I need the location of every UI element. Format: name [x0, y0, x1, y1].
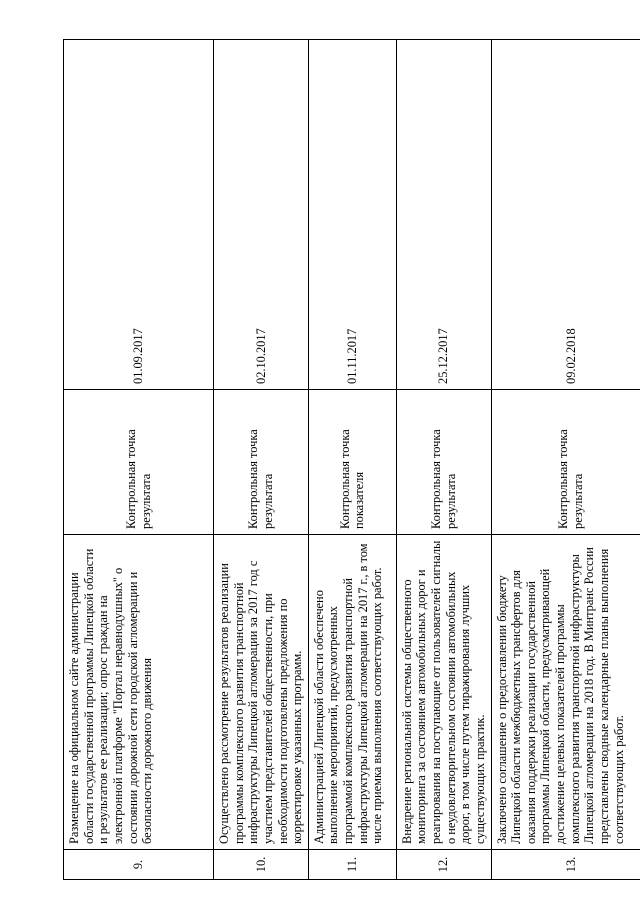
row-number: 13. [491, 850, 640, 880]
row-type: Контрольная точка результата [491, 390, 640, 535]
row-date: 25.12.2017 [396, 40, 491, 390]
row-type: Контрольная точка результата [214, 390, 309, 535]
row-description: Внедрение региональной системы общественного мониторинга за состоянием автомобильных дорог и реагирования на поступающие от пользователей сигналы о неудовлетворительном состоянии автомобильных дорог, в том числе путем тиражирования лучших существующих практик. [396, 535, 491, 850]
row-type: Контрольная точка результата [396, 390, 491, 535]
rotated-table-wrapper [63, 40, 637, 880]
control-points-table [63, 39, 640, 880]
row-number: 11. [308, 850, 396, 880]
row-number: 10. [214, 850, 309, 880]
row-date: 01.09.2017 [64, 40, 214, 390]
row-number: 12. [396, 850, 491, 880]
row-type: Контрольная точка результата [64, 390, 214, 535]
row-description: Заключено соглашение о предоставлении бюджету Липецкой области межбюджетных трансфертов для оказания поддержки реализации государственной программы Липецкой области, предусматривающей достижение целевых показателей программы комплексного развития транспортной инфраструктуры Липецкой агломерации на 2018 год. В Минтранс России представлены сводные календарные планы выполнения соответствующих работ. [491, 535, 640, 850]
row-date: 09.02.2018 [491, 40, 640, 390]
table-row [214, 40, 309, 880]
row-description: Осуществлено рассмотрение результатов реализации программы комплексного развития транспортной инфраструктуры Липецкой агломерации за 2017 год с участием представителей общественности, при необходимости подготовлены предложения по корректировке указанных программ. [214, 535, 309, 850]
table-row [308, 40, 396, 880]
table-row [64, 40, 214, 880]
table-row [491, 40, 640, 880]
row-date: 01.11.2017 [308, 40, 396, 390]
row-number: 9. [64, 850, 214, 880]
row-description: Администрацией Липецкой области обеспечено выполнение мероприятий, предусмотренных программой комплексного развития транспортной инфраструктуры Липецкой агломерации на 2017 г., в том числе приемка выполнения соответствующих работ. [308, 535, 396, 850]
document-page [63, 40, 637, 880]
row-date: 02.10.2017 [214, 40, 309, 390]
row-type: Контрольная точка показателя [308, 390, 396, 535]
table-row [396, 40, 491, 880]
row-description: Размещение на официальном сайте администрации области государственной программы Липецкой области и результатов ее реализации; опрос граждан на электронной платформе "Портал неравнодушных" о состоянии дорожной сети городской агломерации и безопасности дорожного движения [64, 535, 214, 850]
